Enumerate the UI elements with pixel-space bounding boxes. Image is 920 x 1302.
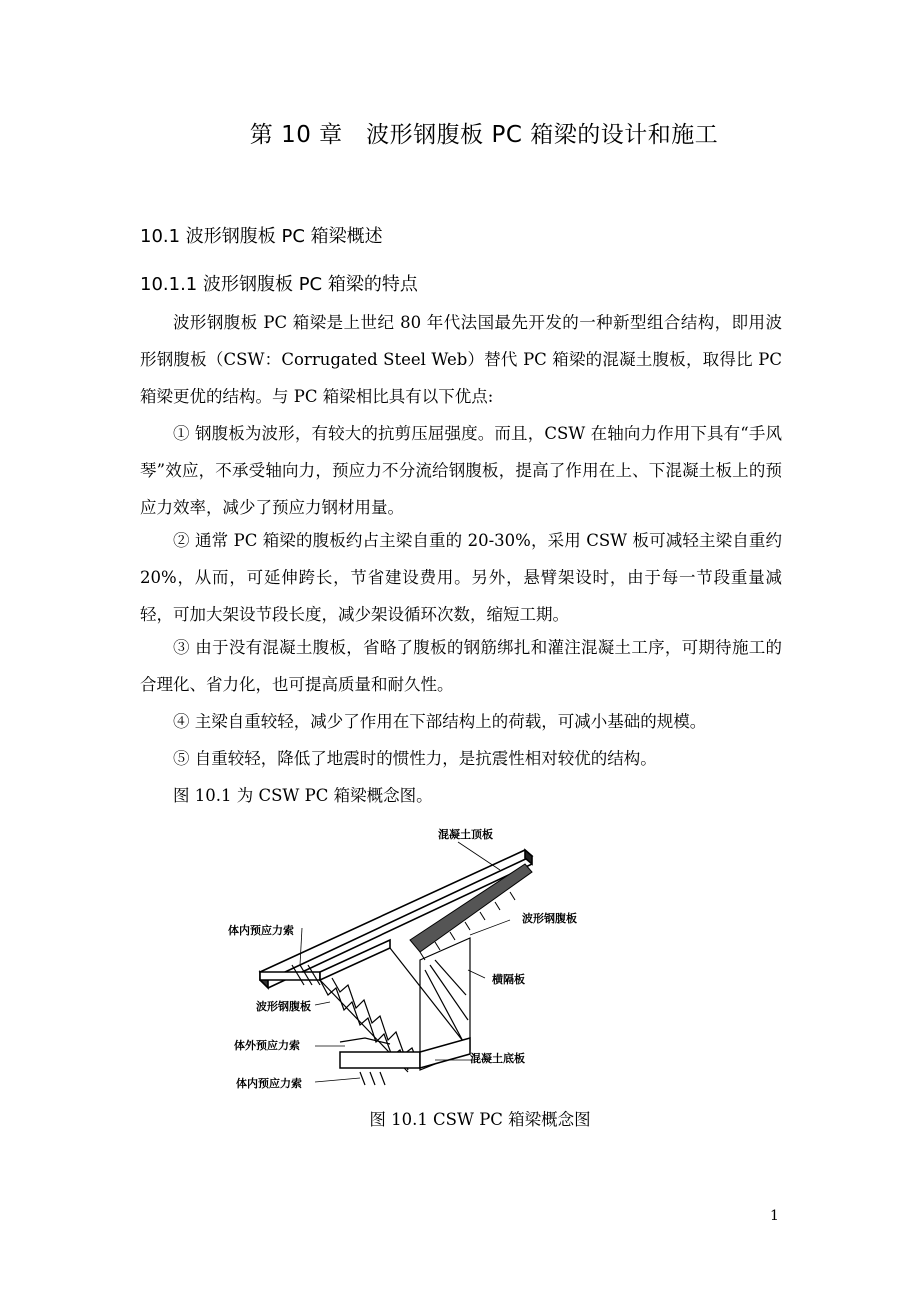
intro-paragraph: 波形钢腹板 PC 箱梁是上世纪 80 年代法国最先开发的一种新型组合结构，即用波形钢腹板（CSW：Corrugated Steel Web）替代 PC 箱梁的混凝土腹板，取得比 PC 箱梁更优的结构。与 PC 箱梁相比具有以下优点: — [140, 313, 782, 406]
figure-caption: 图 10.1 CSW PC 箱梁概念图 — [369, 1110, 591, 1129]
page-number: 1 — [770, 1208, 779, 1224]
subsection-heading: 10.1.1 波形钢腹板 PC 箱梁的特点 — [140, 274, 418, 295]
label-bottom-slab: 混凝土底板 — [470, 1052, 525, 1065]
label-corrugated-web-right: 波形钢腹板 — [522, 912, 577, 925]
label-internal-tendon-top: 体内预应力索 — [228, 924, 294, 937]
label-internal-tendon-bottom: 体内预应力索 — [236, 1077, 302, 1090]
label-corrugated-web-left: 波形钢腹板 — [256, 1000, 311, 1013]
list-item-1: ① 钢腹板为波形，有较大的抗剪压屈强度。而且，CSW 在轴向力作用下具有“手风琴”效应，不承受轴向力，预应力不分流给钢腹板，提高了作用在上、下混凝土板上的预应力效率，减少了预应力钢材用量。 — [140, 424, 782, 517]
label-diaphragm: 横隔板 — [492, 973, 525, 986]
list-item-3: ③ 由于没有混凝土腹板，省略了腹板的钢筋绑扎和灌注混凝土工序，可期待施工的合理化、省力化，也可提高质量和耐久性。 — [140, 638, 782, 694]
chapter-title: 第 10 章 波形钢腹板 PC 箱梁的设计和施工 — [249, 122, 719, 148]
list-item-4: ④ 主梁自重较轻，减少了作用在下部结构上的荷载，可减小基础的规模。 — [173, 712, 707, 731]
label-top-slab: 混凝土顶板 — [438, 828, 493, 841]
label-external-tendon: 体外预应力索 — [234, 1039, 300, 1052]
list-item-5: ⑤ 自重较轻，降低了地震时的惯性力，是抗震性相对较优的结构。 — [173, 749, 657, 768]
list-item-2: ② 通常 PC 箱梁的腹板约占主梁自重的 20-30%，采用 CSW 板可减轻主梁自重约 20%，从而，可延伸跨长，节省建设费用。另外，悬臂架设时，由于每一节段重量减轻，可加大架设节段长度，减少架设循环次数，缩短工期。 — [140, 531, 782, 624]
section-heading: 10.1 波形钢腹板 PC 箱梁概述 — [140, 226, 383, 247]
bottom-slab-drawing — [340, 1038, 470, 1068]
box-girder-figure — [220, 820, 600, 1100]
figure-reference: 图 10.1 为 CSW PC 箱梁概念图。 — [173, 786, 433, 805]
